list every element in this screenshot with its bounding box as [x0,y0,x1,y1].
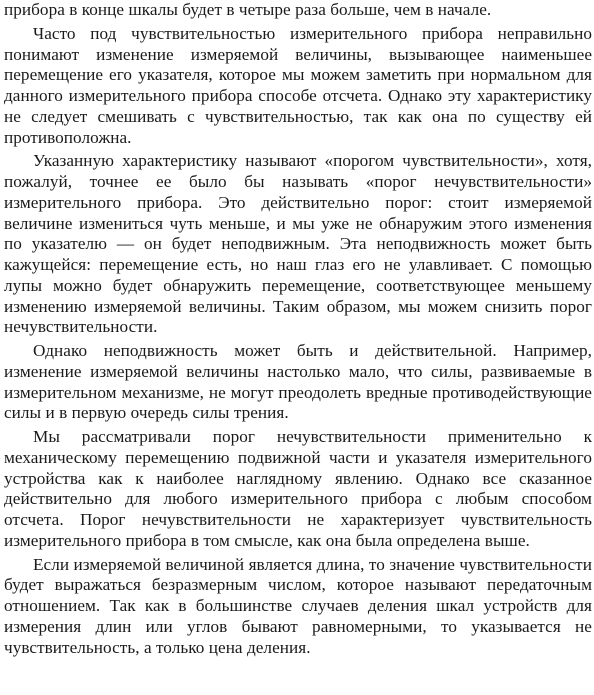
document-page [4,0,592,695]
paragraph-5: Мы рассматривали порог нечувствительности применительно к механическому перемещению подвижной части и указателя измерительного устройства как к наиболее наглядному явлению. Однако все сказанное действительно для любого измерительного прибора с любым способом отсчета. Порог нечувствительности не характеризует чувствительность измерительного прибора в том смысле, как она была определена выше. [4,427,592,550]
paragraph-4: Однако неподвижность может быть и действительной. Например, изменение измеряемой величины настолько мало, что силы, развиваемые в измерительном механизме, не могут преодолеть вредные противодействующие силы и в первую очередь силы трения. [4,341,592,423]
paragraph-6: Если измеряемой величиной является длина, то значение чувствительности будет выражаться безразмерным числом, которое называют передаточным отношением. Так как в большинстве случаев деления шкал устройств для измерения длин или углов бывают равномерными, то указывается не чувствительность, а только цена деления. [4,554,592,657]
paragraph-1: прибора в конце шкалы будет в четыре раза больше, чем в начале. [4,0,492,19]
paragraph-3: Указанную характеристику называют «порогом чувствительности», хотя, пожалуй, точнее ее было бы называть «порог нечувствительности» измерительного прибора. Это действительно порог: стоит измеряемой величине измениться чуть меньше, и мы уже не обнаружим этого изменения по указателю — он будет неподвижным. Эта неподвижность может быть кажущейся: перемещение есть, но наш глаз его не улавливает. С помощью лупы можно будет обнаружить перемещение, соответствующее меньшему изменению измеряемой величины. Таким образом, мы можем снизить порог нечувствительности. [4,151,592,337]
paragraph-2: Часто под чувствительностью измерительного прибора неправильно понимают изменение измеряемой величины, вызывающее наименьшее перемещение его указателя, которое мы можем заметить при нормальном для данного измерительного прибора способе отсчета. Однако эту характеристику не следует смешивать с чувствительностью, так как она по существу ей противоположна. [4,23,592,147]
